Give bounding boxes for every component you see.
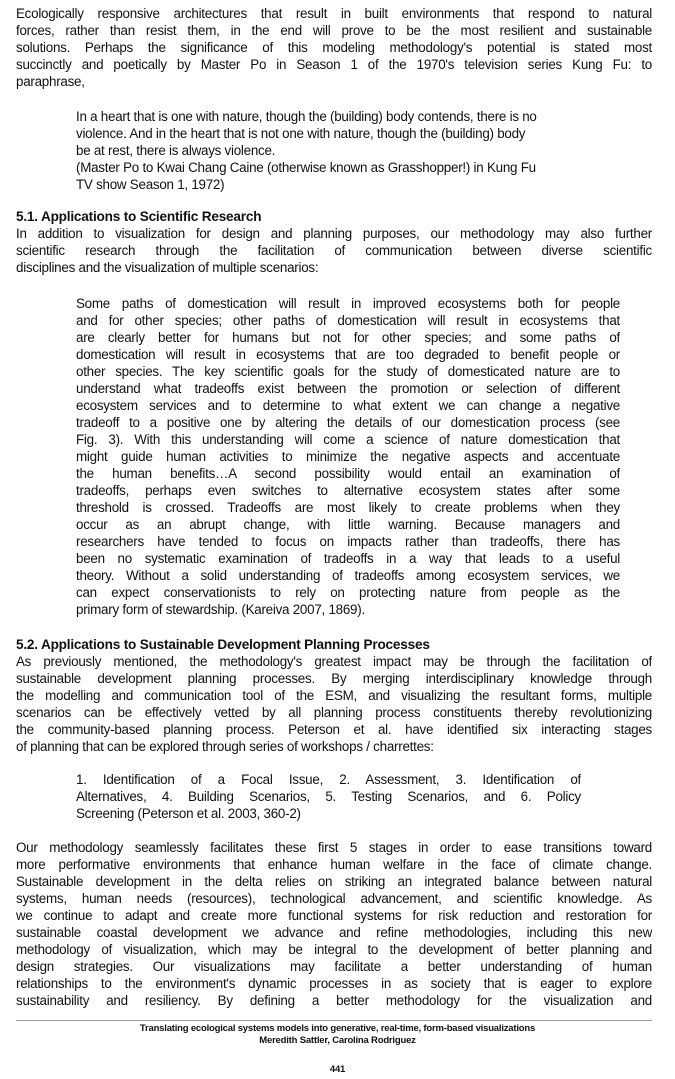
text-line: In a heart that is one with nature, though the (building) body contends, there is no bbox=[76, 109, 537, 124]
text-line: TV show Season 1, 1972) bbox=[76, 177, 225, 192]
text-line: researchers have tended to focus on impacts rather than tradeoffs, there has bbox=[76, 534, 620, 549]
text-line: scientific research through the facilitation of communication between diverse scientific bbox=[16, 243, 652, 258]
text-line: primary form of stewardship. (Kareiva 2007, 1869). bbox=[76, 602, 365, 617]
text-line: we continue to adapt and create more functional systems for risk reduction and restoration for bbox=[16, 908, 652, 923]
text-line: Screening (Peterson et al. 2003, 360-2) bbox=[76, 806, 301, 821]
text-line: Ecologically responsive architectures that result in built environments that respond to natural bbox=[16, 6, 652, 21]
kareiva-quote bbox=[76, 295, 620, 618]
text-line: sustainable coastal development we advance and refine methodologies, including this new bbox=[16, 925, 652, 940]
page-number: 441 bbox=[329, 1064, 346, 1075]
text-line: threshold is crossed. Tradeoffs are most likely to create problems when they bbox=[76, 500, 620, 515]
text-line: been no systematic examination of tradeoffs in a way that leads to a useful bbox=[76, 551, 620, 566]
section-5-2-paragraph bbox=[16, 653, 652, 755]
text-line: design strategies. Our visualizations may facilitate a better understanding of human bbox=[16, 959, 652, 974]
text-line: violence. And in the heart that is not one with nature, though the (building) body bbox=[76, 126, 526, 141]
text-line: As previously mentioned, the methodology's greatest impact may be through the facilitation of bbox=[16, 654, 652, 669]
text-line: paraphrase, bbox=[16, 74, 85, 89]
text-line: disciplines and the visualization of multiple scenarios: bbox=[16, 260, 319, 275]
text-line: systems, human needs (resources), technological advancement, and scientific knowledge. As bbox=[16, 891, 652, 906]
text-line: more performative environments that enhance human welfare in the face of climate change. bbox=[16, 857, 652, 872]
text-line: theory. Without a solid understanding of tradeoffs among ecosystem services, we bbox=[76, 568, 620, 583]
text-line: In addition to visualization for design and planning purposes, our methodology may also further bbox=[16, 226, 652, 241]
text-line: Our methodology seamlessly facilitates these first 5 stages in order to ease transitions toward bbox=[16, 840, 652, 855]
intro-paragraph bbox=[16, 5, 652, 90]
text-line: methodology of visualization, which may be integral to the development of better planning and bbox=[16, 942, 652, 957]
text-line: succinctly and poetically by Master Po in Season 1 of the 1970's television series Kung Fu: to bbox=[16, 57, 652, 72]
kung-fu-quote bbox=[76, 108, 620, 193]
text-line: forces, rather than resist them, in the end will prove to be the most resilient and sustainable bbox=[16, 23, 652, 38]
footer-authors: Meredith Sattler, Carolina Rodriguez bbox=[259, 1035, 416, 1046]
text-line: 1. Identification of a Focal Issue, 2. Assessment, 3. Identification of bbox=[76, 772, 581, 787]
text-line: solutions. Perhaps the significance of this modeling methodology's potential is stated most bbox=[16, 40, 652, 55]
text-line: other species. The key scientific goals for the study of domesticated nature are to bbox=[76, 364, 620, 379]
section-5-2-heading: 5.2. Applications to Sustainable Development Planning Processes bbox=[16, 637, 430, 652]
text-line: the community-based planning process. Peterson et al. have identified six interacting stages bbox=[16, 722, 652, 737]
text-line: tradeoff to a positive one by altering the details of our domestication process (see bbox=[76, 415, 620, 430]
text-line: scenarios can be effectively vetted by all planning process constituents thereby revolutionizing bbox=[16, 705, 652, 720]
text-line: can expect conservationists to rely on protecting nature from people as the bbox=[76, 585, 620, 600]
text-line: are clearly better for humans but not for other species; and some paths of bbox=[76, 330, 620, 345]
text-line: (Master Po to Kwai Chang Caine (otherwise known as Grasshopper!) in Kung Fu bbox=[76, 160, 536, 175]
text-line: the human benefits…A second possibility would entail an examination of bbox=[76, 466, 620, 481]
text-line: understand what tradeoffs exist between the promotion or selection of different bbox=[76, 381, 620, 396]
footer-paper-title: Translating ecological systems models into generative, real-time, form-based visualizations bbox=[139, 1023, 536, 1034]
text-line: Alternatives, 4. Building Scenarios, 5. Testing Scenarios, and 6. Policy bbox=[76, 789, 581, 804]
planning-stages-list bbox=[76, 771, 581, 822]
text-line: tradeoffs, perhaps even switches to alternative ecosystem states after some bbox=[76, 483, 620, 498]
footer-divider bbox=[16, 1020, 652, 1021]
section-5-1-heading: 5.1. Applications to Scientific Research bbox=[16, 209, 262, 224]
text-line: sustainable development planning processes. By merging interdisciplinary knowledge through bbox=[16, 671, 652, 686]
text-line: be at rest, there is always violence. bbox=[76, 143, 276, 158]
text-line: might guide human activities to minimize the negative aspects and accentuate bbox=[76, 449, 620, 464]
text-line: ecosystem services and to determine to what extent we can change a negative bbox=[76, 398, 620, 413]
text-line: Sustainable development in the delta relies on striking an integrated balance between natural bbox=[16, 874, 652, 889]
text-line: the modelling and communication tool of the ESM, and visualizing the resultant forms, multiple bbox=[16, 688, 652, 703]
text-line: sustainability and resiliency. By defining a better methodology for the visualization and bbox=[16, 993, 652, 1008]
text-line: Some paths of domestication will result in improved ecosystems both for people bbox=[76, 296, 620, 311]
text-line: relationships to the environment's dynamic processes in as society that is eager to explore bbox=[16, 976, 652, 991]
section-5-1-paragraph bbox=[16, 225, 652, 276]
text-line: Fig. 3). With this understanding will come a science of nature domestication that bbox=[76, 432, 620, 447]
text-line: of planning that can be explored through series of workshops / charrettes: bbox=[16, 739, 434, 754]
text-line: domestication will result in ecosystems that are too degraded to benefit people or bbox=[76, 347, 620, 362]
closing-paragraph bbox=[16, 839, 652, 1009]
text-line: and for other species; other paths of domestication will result in ecosystems that bbox=[76, 313, 620, 328]
text-line: occur as an abrupt change, with little warning. Because managers and bbox=[76, 517, 620, 532]
